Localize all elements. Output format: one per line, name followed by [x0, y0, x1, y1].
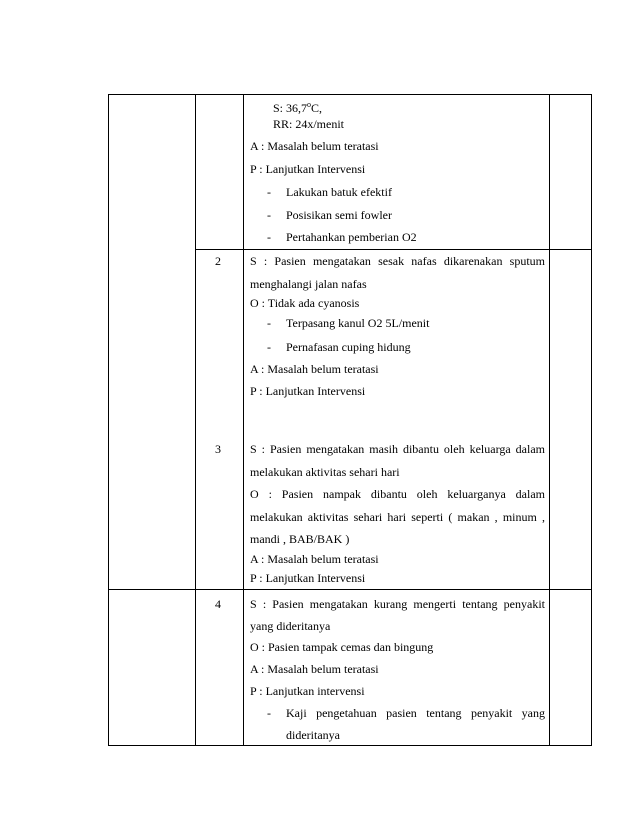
subjective-line: yang dideritanya: [250, 619, 331, 633]
table-border-top: [108, 94, 592, 95]
assessment-line: A : Masalah belum teratasi: [250, 362, 379, 376]
row-divider-1: [195, 249, 592, 250]
diagnosis-number: 2: [215, 254, 221, 268]
bullet-dash: -: [267, 230, 271, 244]
plan-line: P : Lanjutkan Intervensi: [250, 571, 366, 585]
plan-line: P : Lanjutkan intervensi: [250, 684, 365, 698]
col-divider-2: [243, 94, 244, 746]
subjective-line: menghalangi jalan nafas: [250, 277, 367, 291]
row-divider-2: [108, 589, 592, 590]
plan-item: dideritanya: [286, 728, 340, 742]
objective-line: O : Pasien nampak dibantu oleh keluarganya dalam: [250, 487, 545, 501]
col-divider-3: [549, 94, 550, 746]
diagnosis-number: 4: [215, 597, 221, 611]
bullet-dash: -: [267, 208, 271, 222]
bullet-dash: -: [267, 706, 271, 720]
objective-item: Terpasang kanul O2 5L/menit: [286, 316, 430, 330]
subjective-line: S : Pasien mengatakan sesak nafas dikarenakan sputum: [250, 254, 545, 268]
assessment-line: A : Masalah belum teratasi: [250, 662, 379, 676]
col-border-left: [108, 94, 109, 746]
plan-line: P : Lanjutkan Intervensi: [250, 384, 366, 398]
plan-item: Pertahankan pemberian O2: [286, 230, 417, 244]
diagnosis-number: 3: [215, 442, 221, 456]
plan-item: Lakukan batuk efektif: [286, 185, 392, 199]
plan-item: Posisikan semi fowler: [286, 208, 392, 222]
objective-line: O : Tidak ada cyanosis: [250, 296, 360, 310]
objective-line: O : Pasien tampak cemas dan bingung: [250, 640, 434, 654]
plan-item: Kaji pengetahuan pasien tentang penyakit yang: [286, 706, 545, 720]
objective-line: melakukan aktivitas sehari hari seperti ( makan , minum ,: [250, 510, 545, 524]
objective-item: Pernafasan cuping hidung: [286, 340, 411, 354]
respiration-line: RR: 24x/menit: [273, 117, 345, 131]
bullet-dash: -: [267, 185, 271, 199]
subjective-line: S : Pasien mengatakan masih dibantu oleh keluarga dalam: [250, 442, 545, 456]
table-border-bottom: [108, 745, 592, 746]
assessment-line: A : Masalah belum teratasi: [250, 552, 379, 566]
bullet-dash: -: [267, 340, 271, 354]
subjective-line: melakukan aktivitas sehari hari: [250, 465, 400, 479]
col-border-right: [591, 94, 592, 746]
assessment-line: A : Masalah belum teratasi: [250, 139, 379, 153]
subjective-line: S : Pasien mengatakan kurang mengerti tentang penyakit: [250, 597, 545, 611]
bullet-dash: -: [267, 316, 271, 330]
plan-line: P : Lanjutkan Intervensi: [250, 162, 366, 176]
col-divider-1: [195, 94, 196, 746]
temperature-line: S: 36,7$^o$C,: [273, 100, 323, 115]
objective-line: mandi , BAB/BAK ): [250, 532, 350, 546]
